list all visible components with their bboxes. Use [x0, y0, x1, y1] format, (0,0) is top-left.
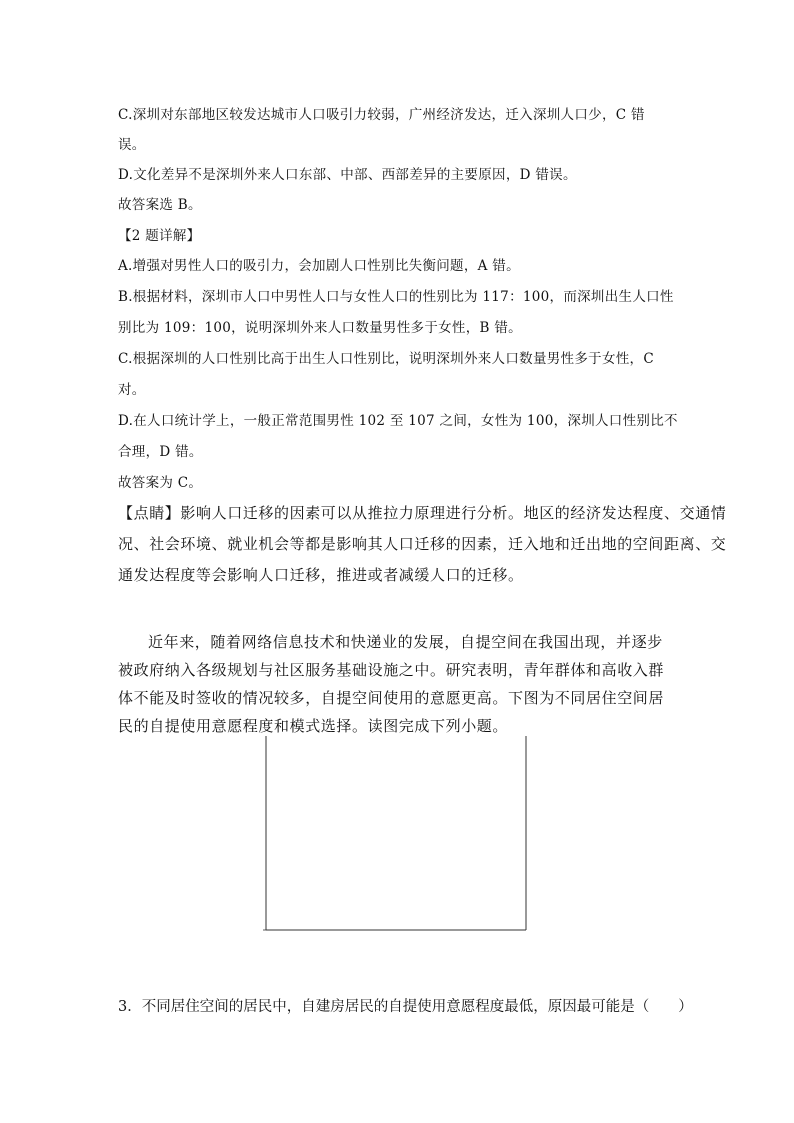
question-3: 3．不同居住空间的居民中，自建房居民的自提使用意愿程度最低，原因最可能是（ ） [118, 999, 693, 1015]
text-line: D.在人口统计学上，一般正常范围男性 102 至 107 之间，女性为 100，深圳人口性别比不 [118, 413, 678, 429]
text-line: 合理，D 错。 [118, 444, 203, 460]
text-line: 故答案为 C。 [118, 475, 203, 491]
text-line: 通发达程度等会影响人口迁移，推进或者减缓人口的迁移。 [118, 566, 524, 584]
text-line: D.文化差异不是深圳外来人口东部、中部、西部差异的主要原因，D 错误。 [118, 167, 577, 183]
text-line: 别比为 109：100，说明深圳外来人口数量男性多于女性，B 错。 [118, 320, 522, 336]
text-line: B.根据材料，深圳市人口中男性人口与女性人口的性别比为 117：100，而深圳出生人口性 [118, 289, 674, 305]
text-line: 故答案选 B。 [118, 197, 202, 213]
text-line: 对。 [118, 382, 146, 398]
text-line: 【2 题详解】 [118, 228, 201, 244]
question-stem-paragraph: 近年来，随着网络信息技术和快递业的发展，自提空间在我国出现，并逐步被政府纳入各级规划与社区服务基础设施之中。研究表明，青年群体和高收入群体不能及时签收的情况较多，自提空间使用的意愿更高。下图为不同居住空间居民的自提使用意愿程度和模式选择。读图完成下列小题。 [118, 633, 665, 735]
text-line: 【点睛】影响人口迁移的因素可以从推拉力原理进行分析。地区的经济发达程度、交通情 [118, 504, 727, 522]
text-line: C.根据深圳的人口性别比高于出生人口性别比，说明深圳外来人口数量男性多于女性，C [118, 351, 654, 367]
chart [226, 726, 566, 976]
text-line: 误。 [118, 137, 146, 153]
text-line: 况、社会环境、就业机会等都是影响其人口迁移的因素，迁入地和迁出地的空间距离、交 [118, 535, 727, 553]
text-line: A.增强对男性人口的吸引力，会加剧人口性别比失衡问题，A 错。 [118, 258, 520, 274]
text-line: C.深圳对东部地区较发达城市人口吸引力较弱，广州经济发达，迁入深圳人口少，C 错 [118, 107, 645, 123]
